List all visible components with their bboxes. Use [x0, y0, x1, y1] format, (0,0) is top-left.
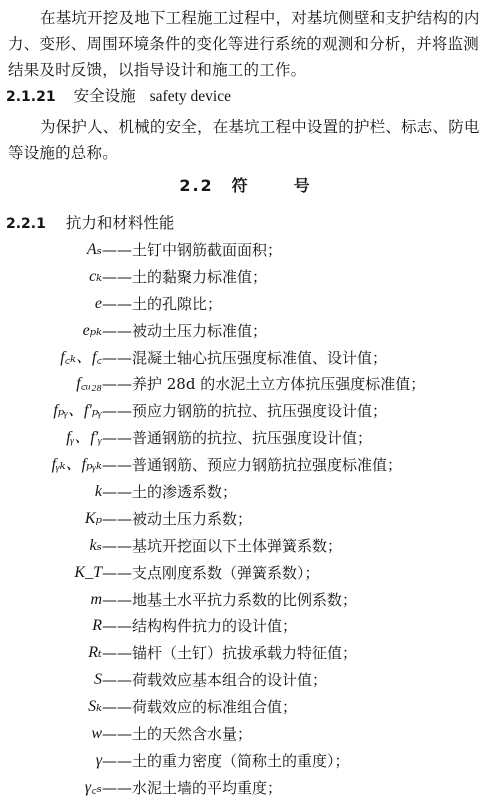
symbol-row [0, 587, 491, 614]
symbol: Kₚ [84, 509, 102, 527]
symbol: Sₖ [88, 698, 102, 716]
symbol-row [0, 264, 491, 291]
symbol: cₖ [89, 267, 102, 285]
symbol: fₚᵧ、f′ₚᵧ [53, 402, 102, 420]
symbol: S [94, 671, 102, 689]
symbol-row [0, 640, 491, 667]
symbol-row [0, 613, 491, 640]
symbol-definition: ——土的重力密度（简称土的重度）； [102, 751, 350, 770]
symbol-row [0, 237, 491, 264]
clause-text: 为保护人、机械的安全，在基坑工程中设置的护栏、标志、防电等设施的总称。 [8, 118, 480, 162]
symbol: m [90, 590, 102, 608]
symbol-definition: ——结构构件抗力的设计值； [102, 617, 298, 636]
symbol-definition: ——土的天然含水量； [102, 725, 253, 744]
section-title-char2: 号 [293, 176, 312, 195]
symbol: Aₛ [86, 241, 102, 258]
symbol-definition: ——地基土水平抗力系数的比例系数； [102, 590, 358, 609]
symbol-definition: ——混凝土轴心抗压强度标准值、设计值； [102, 348, 388, 367]
symbol-definition: ——预应力钢筋的抗拉、抗压强度设计值； [102, 402, 388, 421]
symbol: γ꜀ₛ [84, 778, 102, 796]
symbol-definition: ——被动土压力系数； [102, 509, 253, 528]
symbol-definition: ——水泥土墙的平均重度； [102, 778, 283, 797]
symbol: w [91, 725, 102, 743]
symbol-row [0, 345, 491, 372]
symbol-row [0, 775, 491, 802]
symbol-definition: ——普通钢筋、预应力钢筋抗拉强度标准值； [102, 456, 403, 475]
clause-title-en: safety device [149, 88, 231, 105]
symbol-row [0, 694, 491, 721]
symbol: f꜀ₖ、f꜀ [60, 348, 102, 366]
symbol-row [0, 560, 491, 587]
symbol-definition: ——养护 28d 的水泥土立方体抗压强度标准值； [102, 375, 426, 394]
symbol: K_T [74, 563, 102, 581]
section-title-char1: 符 [231, 176, 250, 195]
symbol-definition: ——基坑开挖面以下土体弹簧系数； [102, 536, 343, 555]
clause-heading [6, 86, 231, 107]
symbol-row [0, 748, 491, 775]
symbol-definition: ——支点刚度系数（弹簧系数）； [102, 563, 320, 582]
symbol-row [0, 425, 491, 452]
symbol: fᵧₖ、fₚᵧₖ [51, 456, 102, 474]
clause-number: 2.1.21 [6, 89, 56, 105]
symbol-definition: ——土的孔隙比； [102, 294, 223, 313]
symbol: kₛ [89, 536, 102, 554]
symbol-definition: ——锚杆（土钉）抗拔承载力特征值； [102, 644, 358, 663]
section-number: 2.2 [179, 176, 214, 195]
symbol: f꜀ᵤ₂₈ [76, 375, 102, 393]
section-title [0, 176, 491, 196]
symbol-row [0, 506, 491, 533]
clause-title-zh: 安全设施 [73, 87, 136, 105]
subsection-number: 2.2.1 [6, 216, 46, 232]
symbol: k [94, 483, 102, 501]
symbol-definition: ——被动土压力标准值； [102, 321, 268, 340]
intro-paragraph: 在基坑开挖及地下工程施工过程中，对基坑侧壁和支护结构的内力、变形、周围环境条件的变化等进行系统的观测和分析，并将监测结果及时反馈，以指导设计和施工的工作。 [8, 9, 480, 79]
symbol-row [0, 452, 491, 479]
symbol-definition: ——土的黏聚力标准值； [102, 267, 268, 286]
symbol-definition: ——普通钢筋的抗拉、抗压强度设计值； [102, 429, 373, 448]
symbol-definition: ——荷载效应的标准组合值； [102, 698, 298, 717]
symbol-row [0, 721, 491, 748]
symbol: Rₜ [88, 644, 102, 662]
symbol: γ [95, 751, 102, 769]
symbol-row [0, 398, 491, 425]
symbol-row [0, 291, 491, 318]
subsection-heading [6, 213, 174, 234]
symbol-definition: ——土的渗透系数； [102, 483, 238, 502]
symbol-row [0, 667, 491, 694]
symbol-row [0, 533, 491, 560]
symbol-row [0, 479, 491, 506]
symbol-row [0, 318, 491, 345]
symbol-list [0, 237, 491, 802]
symbol: fᵧ、f′ᵧ [66, 429, 102, 447]
symbol: R [92, 617, 102, 635]
symbol-definition: ——土钉中钢筋截面面积； [102, 241, 283, 259]
symbol: eₚₖ [82, 321, 102, 339]
symbol-row [0, 371, 491, 398]
symbol-definition: ——荷载效应基本组合的设计值； [102, 671, 328, 690]
subsection-title: 抗力和材料性能 [65, 214, 175, 232]
symbol: e [94, 294, 102, 312]
